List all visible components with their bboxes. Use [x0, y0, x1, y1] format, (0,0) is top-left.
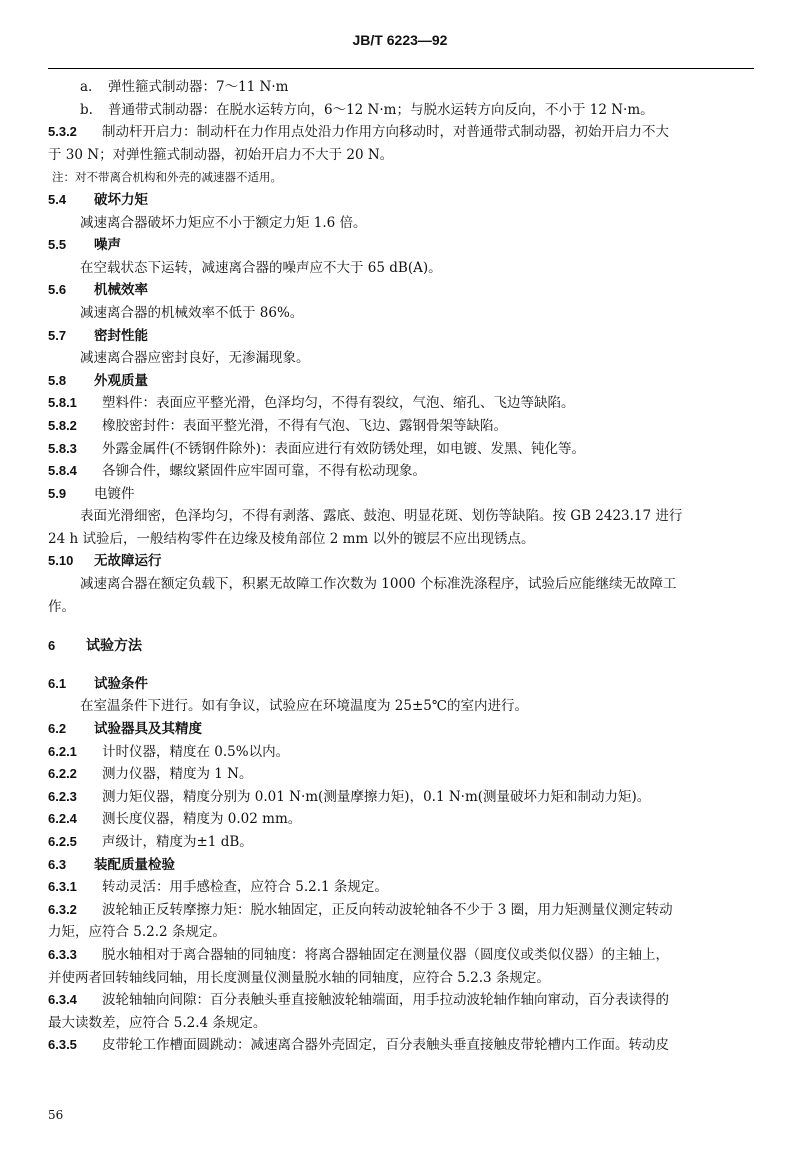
continuation-line	[48, 144, 754, 167]
continuation-text: 24 h 试验后，一般结构零件在边缘及棱角部位 2 mm 以外的镀层不应出现锈点。	[48, 530, 535, 547]
section-number: 5.9	[48, 485, 67, 501]
clause-text: 脱水轴相对于离合器轴的同轴度：将离合器轴固定在测量仪器（圆度仪或类似仪器）的主轴上，	[102, 946, 669, 963]
paragraph	[48, 302, 754, 325]
clause-text: 橡胶密封件：表面平整光滑，不得有气泡、飞边、露钢骨架等缺陷。	[102, 417, 507, 434]
section-heading	[48, 279, 754, 302]
paragraph-text: 减速离合器破坏力矩应不小于额定力矩 1.6 倍。	[80, 214, 367, 231]
section-number: 6.2	[48, 721, 67, 737]
chapter-number: 6	[48, 638, 56, 654]
section-heading	[48, 370, 754, 393]
section-number: 6.1	[48, 675, 67, 691]
chapter-heading	[48, 634, 754, 657]
section-number: 5.4	[48, 191, 67, 207]
chapter-title: 试验方法	[86, 637, 142, 654]
paragraph	[48, 212, 754, 235]
clause-number: 5.3.2	[48, 124, 77, 140]
clause-number: 6.2.1	[48, 743, 77, 759]
clause-text: 各铆合件，螺纹紧固件应牢固可靠，不得有松动现象。	[102, 463, 426, 480]
list-item-label: b.	[80, 101, 93, 118]
clause-number: 6.3.3	[48, 946, 77, 962]
clause	[48, 808, 754, 831]
paragraph-text: 减速离合器应密封良好，无渗漏现象。	[80, 350, 310, 367]
paragraph	[48, 573, 754, 596]
clause	[48, 121, 754, 144]
section-title: 噪声	[94, 237, 121, 253]
clause	[48, 763, 754, 786]
clause	[48, 899, 754, 922]
section-spacer	[48, 657, 754, 673]
clause-text: 塑料件：表面应平整光滑，色泽均匀，不得有裂纹，气泡、缩孔、飞边等缺陷。	[102, 395, 575, 412]
clause-number: 6.2.5	[48, 834, 77, 849]
list-item-text: 普通带式制动器：在脱水运转方向，6～12 N·m；与脱水运转方向反向，不小于 12 N·m。	[108, 101, 654, 118]
continuation-text: 最大读数差，应符合 5.2.4 条规定。	[48, 1014, 267, 1031]
section-title: 电镀件	[94, 485, 135, 502]
section-title: 机械效率	[94, 282, 148, 298]
section-number: 5.6	[48, 282, 67, 298]
section-title: 试验条件	[94, 675, 148, 691]
section-heading	[48, 189, 754, 212]
clause-text: 测力矩仪器，精度分别为 0.01 N·m(测量摩擦力矩)，0.1 N·m(测量破坏力矩和制动力矩)。	[102, 788, 651, 805]
clause-number: 6.3.4	[48, 992, 77, 1008]
section-title: 密封性能	[94, 327, 148, 343]
clause	[48, 944, 754, 967]
section-number: 5.10	[48, 553, 74, 569]
paragraph	[48, 695, 754, 718]
paragraph	[48, 347, 754, 370]
paragraph	[48, 257, 754, 280]
note	[48, 166, 754, 189]
continuation-line	[48, 921, 754, 944]
paragraph	[48, 505, 754, 528]
paragraph-text: 减速离合器的机械效率不低于 86%。	[80, 304, 304, 321]
clause-text: 测力仪器，精度为 1 N。	[102, 766, 253, 783]
clause-number: 6.2.4	[48, 811, 77, 827]
section-title: 试验器具及其精度	[94, 721, 202, 737]
section-title: 破坏力矩	[94, 191, 148, 207]
section-title: 无故障运行	[94, 553, 162, 569]
clause-number: 5.8.4	[48, 463, 77, 479]
clause-text: 转动灵活：用手感检查，应符合 5.2.1 条规定。	[102, 879, 388, 896]
section-heading	[48, 854, 754, 877]
section-number: 5.8	[48, 372, 67, 388]
continuation-line	[48, 1012, 754, 1035]
continuation-text: 力矩，应符合 5.2.2 条规定。	[48, 924, 226, 941]
page-number: 56	[48, 1108, 64, 1122]
clause	[48, 831, 754, 854]
clause-text: 波轮轴正反转摩擦力矩：脱水轴固定，正反向转动波轮轴各不少于 3 圈，用力矩测量仪测定转动	[102, 901, 673, 918]
continuation-line	[48, 967, 754, 990]
clause-number: 6.3.1	[48, 879, 77, 895]
clause	[48, 876, 754, 899]
clause-number: 5.8.1	[48, 395, 77, 411]
clause	[48, 786, 754, 809]
clause-text: 测长度仪器，精度为 0.02 mm。	[102, 811, 302, 828]
paragraph-text: 表面光滑细密，色泽均匀，不得有剥落、露底、鼓泡、明显花斑、划伤等缺陷。按 GB 2423.17 进行	[80, 508, 683, 525]
list-item-label: a.	[80, 79, 93, 95]
section-heading	[48, 673, 754, 696]
list-item	[48, 76, 754, 99]
continuation-text: 作。	[48, 598, 75, 615]
clause	[48, 460, 754, 483]
clause-text: 波轮轴轴向间隙：百分表触头垂直接触波轮轴端面，用手拉动波轮轴作轴向窜动，百分表读得的	[102, 992, 669, 1009]
continuation-line	[48, 528, 754, 551]
clause	[48, 989, 754, 1012]
section-title: 装配质量检验	[94, 856, 175, 872]
section-heading	[48, 483, 754, 506]
section-heading	[48, 718, 754, 741]
clause-text: 皮带轮工作槽面圆跳动：减速离合器外壳固定，百分表触头垂直接触皮带轮槽内工作面。转动皮	[102, 1037, 669, 1054]
header-rule	[48, 68, 754, 69]
clause-number: 5.8.2	[48, 417, 77, 433]
clause-text: 外露金属件(不锈钢件除外)：表面应进行有效防锈处理，如电镀、发黑、钝化等。	[102, 440, 586, 457]
clause	[48, 392, 754, 415]
list-item	[48, 99, 754, 122]
section-spacer	[48, 618, 754, 634]
clause-number: 6.3.5	[48, 1037, 77, 1053]
clause	[48, 415, 754, 438]
continuation-text: 并使两者回转轴线同轴，用长度测量仪测量脱水轴的同轴度，应符合 5.2.3 条规定。	[48, 969, 550, 986]
clause-number: 5.8.3	[48, 440, 77, 456]
section-title: 外观质量	[94, 372, 148, 388]
continuation-line	[48, 596, 754, 619]
standard-code-header: JB/T 6223—92	[352, 32, 448, 48]
continuation-text: 于 30 N；对弹性箍式制动器，初始开启力不大于 20 N。	[48, 146, 394, 163]
document-body	[48, 76, 754, 1057]
clause-text: 制动杆开启力：制动杆在力作用点处沿力作用方向移动时，对普通带式制动器，初始开启力不大	[102, 124, 669, 141]
clause-number: 6.2.3	[48, 788, 77, 804]
clause	[48, 1034, 754, 1057]
clause-text: 计时仪器，精度在 0.5%以内。	[102, 743, 290, 760]
section-number: 5.5	[48, 237, 67, 253]
note-text: 注：对不带离合机构和外壳的减速器不适用。	[52, 170, 282, 185]
section-heading	[48, 325, 754, 348]
clause	[48, 741, 754, 764]
clause-number: 6.2.2	[48, 766, 77, 782]
clause-number: 6.3.2	[48, 901, 77, 917]
clause	[48, 438, 754, 461]
section-number: 6.3	[48, 856, 67, 872]
paragraph-text: 减速离合器在额定负载下，积累无故障工作次数为 1000 个标准洗涤程序，试验后应能继续无故障工	[80, 576, 677, 593]
clause-text: 声级计，精度为±1 dB。	[102, 834, 253, 850]
paragraph-text: 在室温条件下进行。如有争议，试验应在环境温度为 25±5℃的室内进行。	[80, 698, 528, 715]
list-item-text: 弹性箍式制动器：7～11 N·m	[108, 79, 289, 95]
section-number: 5.7	[48, 327, 67, 343]
section-heading	[48, 550, 754, 573]
section-heading	[48, 234, 754, 257]
paragraph-text: 在空载状态下运转，减速离合器的噪声应不大于 65 dB(A)。	[80, 259, 442, 276]
